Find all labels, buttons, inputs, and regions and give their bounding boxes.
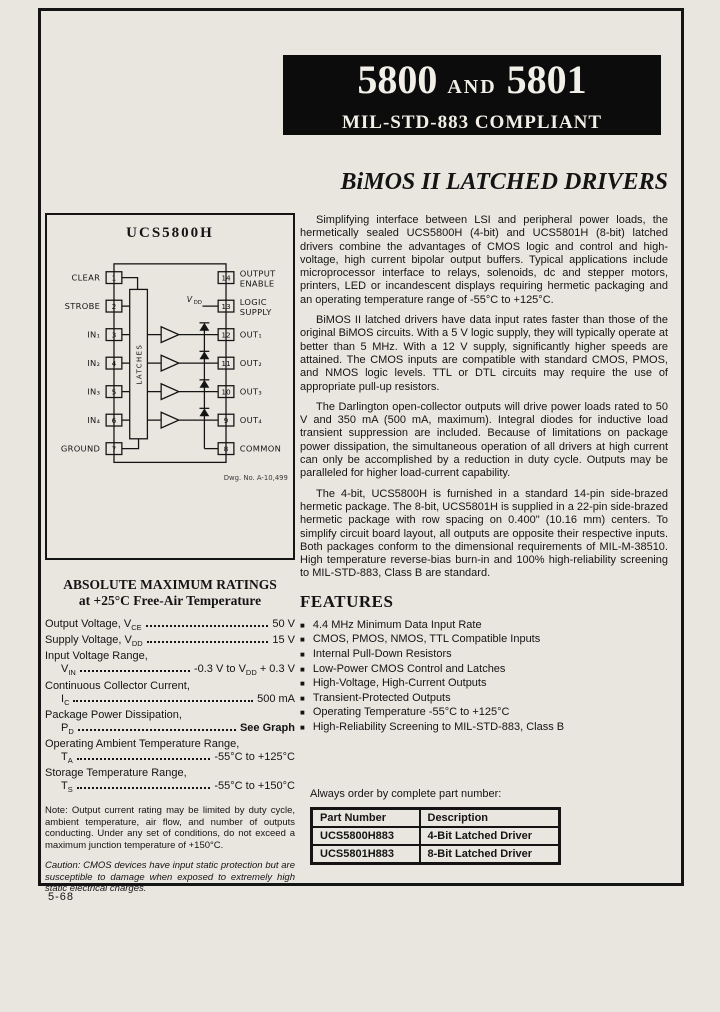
ratings-note: Note: Output current rating may be limited by duty cycle, ambient temperature, air flow, and number of outputs conducting. Under any set of conditions, do not exceed a maximum junction temperature of +150°C. [45,805,295,851]
feature-item [300,721,668,735]
pin-left-1 [71,272,121,284]
ordering-table [310,807,561,865]
dot-leader [146,625,269,627]
bullet-square-icon: ■ [300,620,305,630]
rating-line: $I_C$ 500 mA [61,692,295,707]
pin-label: GROUND [60,443,101,454]
banner-part-first: 5800 [357,57,438,102]
bullet-square-icon: ■ [300,722,305,732]
pin-right-14 [218,269,276,289]
pin-right-11 [218,357,262,369]
pin-right-9 [218,414,262,426]
rating-line: Storage Temperature Range, [45,767,187,780]
feature-text: Low-Power CMOS Control and Latches [312,662,506,675]
svg-text:V: V [186,295,193,305]
table-cell-part-number: UCS5800H883 [312,827,420,845]
abs-max-ratings-section [45,577,295,895]
pin-number: 12 [221,330,231,340]
feature-item [300,706,668,720]
table-cell-part-number: UCS5801H883 [312,845,420,864]
rating-line: Package Power Dissipation, [45,708,182,721]
pin-label: IN₄ [87,415,101,426]
pin-number: 1 [111,273,117,283]
svg-text:DD: DD [193,300,202,307]
feature-item [300,692,668,706]
table-header-cell: Part Number [312,809,420,828]
pin-left-4 [87,357,122,369]
feature-text: CMOS, PMOS, NMOS, TTL Compatible Inputs [312,633,541,646]
page-number: 5-68 [48,891,75,903]
banner-subtitle: MIL-STD-883 COMPLIANT [341,112,603,133]
pin-number: 13 [221,302,231,312]
pin-label: OUT₄ [239,415,263,426]
pin-label: LOGIC [239,297,267,308]
pin-label: ENABLE [239,278,275,289]
pin-label: IN₂ [87,358,101,369]
table-cell-description: 4-Bit Latched Driver [420,827,560,845]
pin-number: 8 [223,444,229,454]
pin-label: OUT₁ [239,329,263,340]
pin-left-2 [65,300,122,312]
feature-item [300,663,668,677]
pin-label: IN₁ [87,329,101,340]
pin-label: OUT₂ [239,358,263,369]
amr-title-line2: at +25°C Free-Air Temperature [78,593,262,608]
banner-and: AND [447,76,497,98]
pin-left-6 [87,414,122,426]
ic-diagram [47,256,293,484]
title-banner [283,55,661,135]
pin-right-10 [218,386,262,398]
rating-line: $T_A$ -55°C to +125°C [61,750,295,766]
ordering-section [310,788,620,865]
bullet-square-icon: ■ [300,693,305,703]
pin-number: 14 [221,273,231,283]
feature-text: Internal Pull-Down Resistors [312,647,452,660]
dot-leader [147,641,269,643]
dot-leader [77,758,211,760]
pin-number: 4 [111,359,117,369]
ratings-caution: Caution: CMOS devices have input static protection but are susceptible to damage when exposed to extremely high static electrical charges. [45,860,295,895]
bullet-square-icon: ■ [300,635,305,645]
pin-number: 2 [111,302,117,312]
diagram-title: UCS5800H [126,225,214,241]
pin-right-12 [218,329,262,341]
pin-label: COMMON [239,443,282,454]
rating-line: $V_{IN}$ -0.3 V to $V_{DD} + 0.3$ V [61,663,295,678]
feature-text: Transient-Protected Outputs [312,691,451,704]
amr-title-line1: ABSOLUTE MAXIMUM RATINGS [63,577,277,592]
bullet-square-icon: ■ [300,708,305,718]
rating-line: $T_S$ -55°C to +150°C [61,780,295,795]
latches-block [130,289,148,438]
feature-item [300,677,668,691]
intro-paragraph: BiMOS II latched drivers have data input rates faster than those of the original BiMOS circuits. With a 5 V logic supply, they will typically operate at better than 5 MHz. With a 12 V supply, significantly higher speeds are attained. The CMOS inputs are compatible with standard CMOS, PMOS, and NMOS logic levels. TTL or DTL circuits may require the use of appropriate pull-up resistors. [300,314,668,393]
pin-right-8 [218,443,281,455]
pin-left-5 [87,386,122,398]
pin-label: IN₃ [87,386,101,397]
rating-line: Supply Voltage, $V_{DD}$ 15 V [45,634,295,649]
rating-line: $P_D$ See Graph [61,721,295,736]
banner-part-second: 5801 [506,57,587,102]
feature-text: 4.4 MHz Minimum Data Input Rate [312,618,482,631]
table-row [312,827,560,845]
pin-label: OUT₃ [239,386,263,397]
rating-line: Output Voltage, $V_{CE}$ 50 V [45,618,295,633]
functional-diagram-box [45,213,295,560]
pin-number: 9 [223,416,229,426]
intro-paragraph: Simplifying interface between LSI and peripheral power loads, the hermetically sealed UCS5800H (4-bit) and UCS5801H (8-bit) latched drivers combine the advantages of CMOS logic and control and high-voltage, high current bipolar output buffers. Typical applications include microprocessor interface to relays, solenoids, dc and stepper motors, printers, LED or incandescent displays requiring hermetic packaging and an operating temperature range of -55°C to +125°C. [300,214,668,306]
rating-line: Operating Ambient Temperature Range, [45,737,240,750]
pin-number: 10 [221,387,231,397]
bullet-square-icon: ■ [300,664,305,674]
intro-paragraph: The Darlington open-collector outputs will drive power loads rated to 50 V and 350 mA (500 mA, maximum). Integral diodes for inductive load transient suppression are included. Because of limitations on package power dissipation, the simultaneous operation of all drivers at high current can only be accomplished by a reduction in duty cycle. Outputs may be paralleled for higher load-current capability. [300,400,668,480]
pin-left-7 [61,443,122,455]
pin-number: 5 [111,387,117,397]
rating-line: Continuous Collector Current, [45,679,190,692]
table-header-row [312,809,560,828]
pin-number: 7 [111,444,117,454]
pin-label: OUTPUT [239,268,276,279]
feature-text: Operating Temperature -55°C to +125°C [312,706,510,719]
pin-label: STROBE [64,301,101,312]
table-header-cell: Description [420,809,560,828]
dot-leader [78,729,236,731]
buffer-icons [161,327,179,428]
feature-item [300,633,668,647]
vdd-label [187,295,202,306]
table-cell-description: 8-Bit Latched Driver [420,845,560,864]
main-text-column [300,214,668,735]
pin-number: 6 [111,416,117,426]
feature-item [300,648,668,662]
pin-label: CLEAR [71,272,101,283]
ordering-lead: Always order by complete part number: [310,788,502,800]
banner-title [283,57,661,110]
latches-label: LATCHES [135,343,144,385]
dot-leader [80,670,190,672]
bullet-square-icon: ■ [300,679,305,689]
page-title: BiMOS II LATCHED DRIVERS [340,169,668,195]
features-heading: FEATURES [300,591,394,611]
bullet-square-icon: ■ [300,649,305,659]
dot-leader [77,787,211,789]
feature-text: High-Reliability Screening to MIL-STD-883, Class B [312,720,565,733]
feature-text: High-Voltage, High-Current Outputs [312,677,487,690]
pin-number: 3 [111,330,117,340]
intro-paragraph: The 4-bit, UCS5800H is furnished in a standard 14-pin side-brazed hermetic package. The 8-bit, UCS5801H is supplied in a 22-pin side-brazed hermetic package with row spacing on 0.400" (10.16 mm) centers. To simplify circuit board layout, all outputs are opposite their respective inputs. Both packages conform to the dimensional requirements of MIL-M-38510. High temperature reverse-bias burn-in and 100% high-reliability screening to MIL-STD-883, Class B are standard. [300,487,668,580]
pin-left-3 [87,329,122,341]
table-row [312,845,560,864]
pin-number: 11 [221,359,231,369]
rating-line: Input Voltage Range, [45,650,148,663]
pin-label: SUPPLY [239,306,272,317]
dot-leader [73,700,253,702]
feature-item [300,619,668,633]
dwg-number: Dwg. No. A-10,499 [223,474,288,483]
ratings-list [45,618,295,796]
